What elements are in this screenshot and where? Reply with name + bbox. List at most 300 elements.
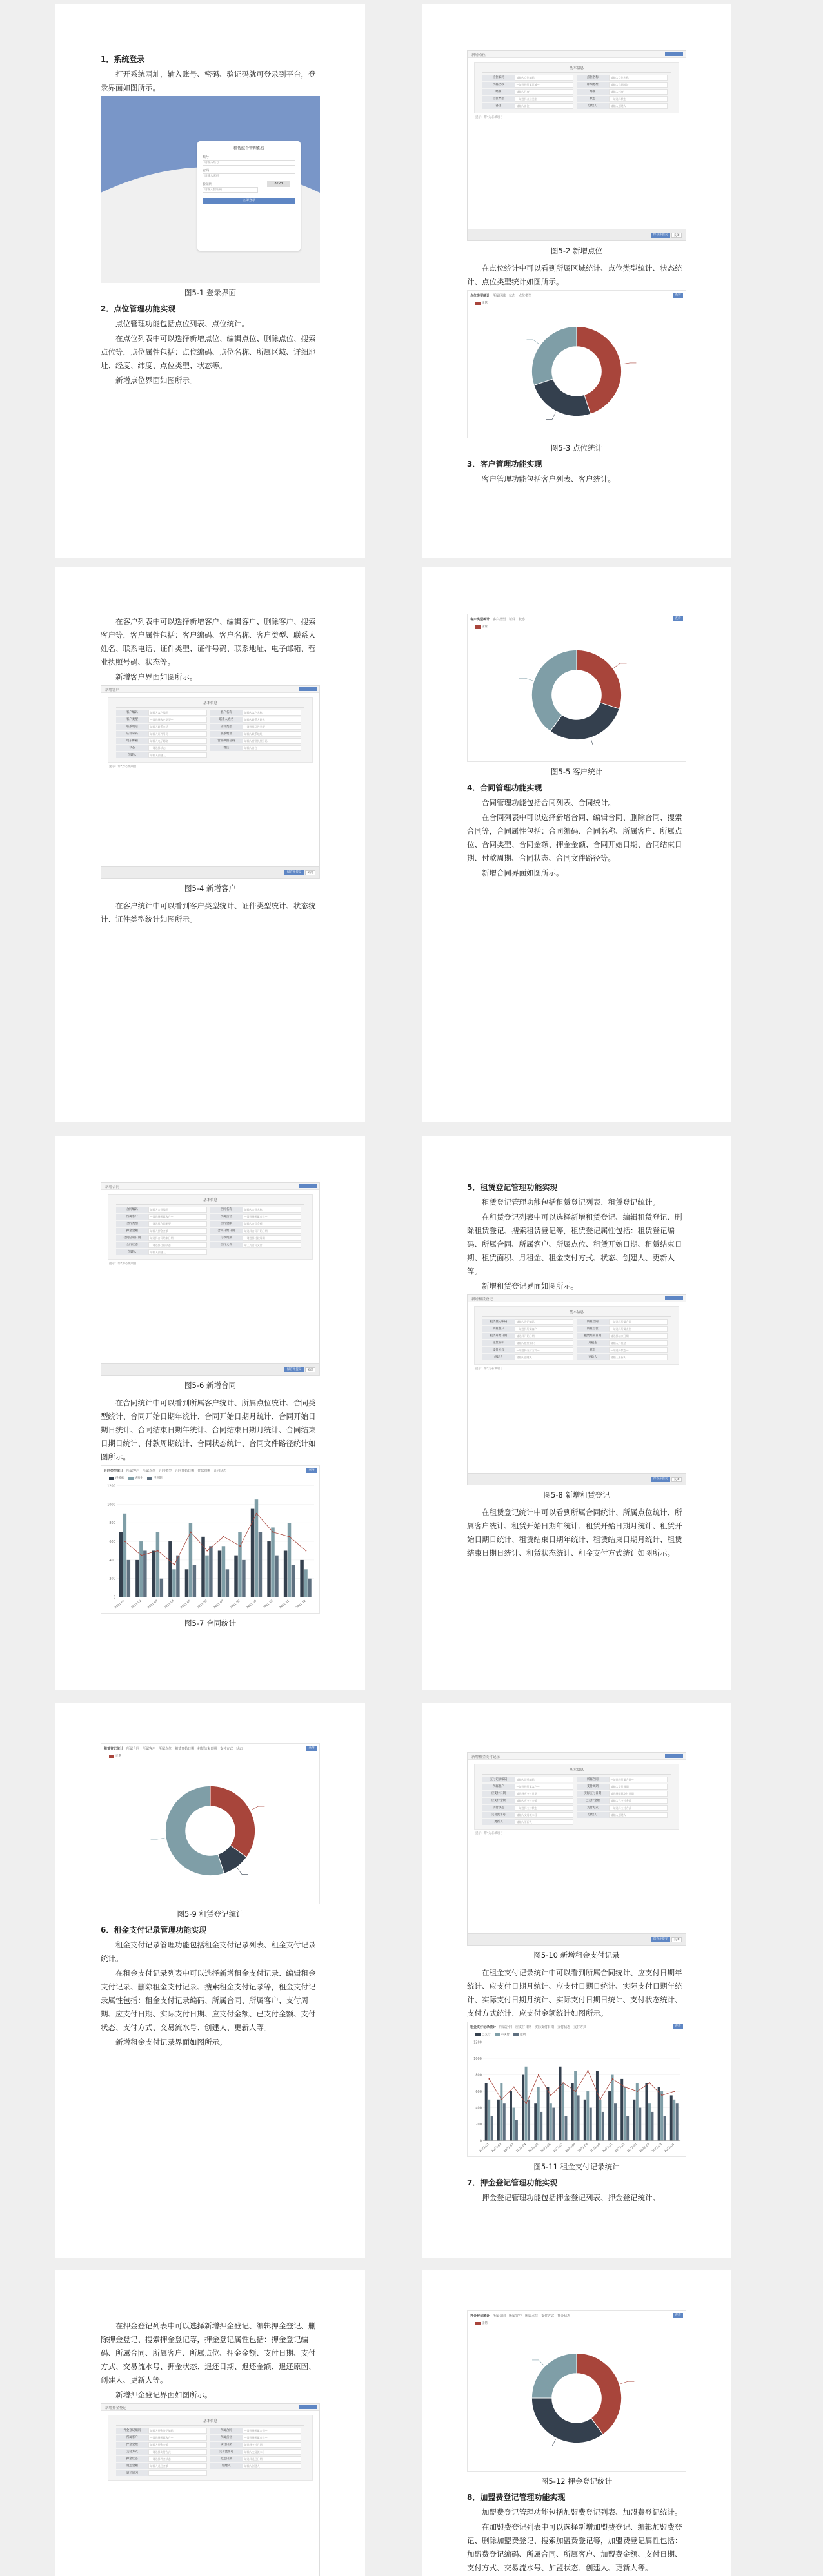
- field-input[interactable]: 请输入纬度: [609, 89, 668, 95]
- paragraph: 在点位列表中可以选择新增点位、编辑点位、删除点位、搜索点位等，点位属性包括：点位编码、点位名称、所属区域、详细地址、经度、纬度、点位类型、状态等。: [101, 334, 316, 370]
- field-input[interactable]: 请输入创建人: [148, 1249, 207, 1255]
- filter-select[interactable]: 支付方式: [220, 1746, 233, 1751]
- bar: [564, 2116, 567, 2140]
- filter-select[interactable]: 合同状态: [213, 1469, 227, 1473]
- filter-select[interactable]: 所属点位: [143, 1469, 156, 1473]
- filter-select[interactable]: 状态: [519, 617, 526, 621]
- field-input[interactable]: —请选择客户类型—: [148, 717, 207, 723]
- form-pane: [474, 62, 679, 113]
- doc-page-10: [422, 2270, 731, 2576]
- form-section-title: 基本信息: [116, 699, 304, 708]
- field-input[interactable]: 请输入经度: [515, 89, 573, 95]
- field-input[interactable]: 请选择退还日期: [243, 2456, 301, 2462]
- y-tick-label: 0: [113, 1595, 115, 1600]
- bar: [626, 2116, 629, 2140]
- legend-swatch: [109, 1755, 114, 1758]
- bar: [584, 2100, 586, 2141]
- filter-select[interactable]: 押金状态: [557, 2314, 571, 2318]
- form-cell: [210, 2456, 304, 2462]
- field-input[interactable]: 请输入详细地址: [609, 82, 668, 88]
- form-cell: [577, 1798, 671, 1804]
- form-note: 提示：带*为必填项目: [475, 1367, 503, 1371]
- window-topbar: [468, 1753, 686, 1760]
- filter-select[interactable]: 所属合同: [493, 2314, 506, 2318]
- form-cell: [482, 1777, 577, 1782]
- filter-select[interactable]: 合同开始日期: [175, 1469, 195, 1473]
- window-topbar: [101, 1183, 319, 1190]
- field-input[interactable]: 请选择应支付日期: [515, 1791, 573, 1797]
- paragraph: 新增点位界面如图所示。: [115, 376, 197, 385]
- field-input[interactable]: 请输入合同金额: [243, 1221, 301, 1227]
- query-button[interactable]: 查询: [673, 293, 683, 298]
- form-screenshot: [467, 1294, 686, 1485]
- trend-point: [526, 2103, 527, 2104]
- heading-contract-management: 4．合同管理功能实现: [467, 783, 542, 792]
- figure-caption: 图5-1 登录界面: [184, 288, 236, 297]
- field-label: 应支付日期: [482, 1791, 515, 1797]
- filter-select[interactable]: 支付状态: [557, 2025, 571, 2029]
- field-input[interactable]: 请输入联系人姓名: [243, 717, 301, 723]
- bar: [602, 2112, 604, 2141]
- bar: [550, 2103, 552, 2140]
- paragraph: 在客户统计中可以看到客户类型统计、证件类型统计、状态统计、证件类型统计如图所示。: [101, 901, 316, 924]
- save-button[interactable]: 保存并提交: [284, 870, 304, 875]
- field-input[interactable]: 请输入联系地址: [243, 731, 301, 737]
- trend-point: [637, 2091, 638, 2092]
- field-label: 支付方式: [116, 2449, 148, 2455]
- pie-chart-figure: [467, 2310, 686, 2472]
- bar: [534, 2103, 537, 2140]
- field-label: 月租金: [577, 1340, 609, 1346]
- legend-swatch: [475, 2033, 481, 2036]
- field-label: 合同开始日期: [210, 1228, 243, 1234]
- field-input[interactable]: 请输入交易流水号: [243, 2449, 301, 2455]
- field-input[interactable]: 请输入备注: [243, 745, 301, 751]
- legend-swatch: [475, 625, 481, 629]
- field-input[interactable]: 请输入更新人: [515, 1819, 573, 1825]
- window-action-button[interactable]: [665, 52, 683, 56]
- field-input[interactable]: 请输入支付周期: [609, 1784, 668, 1790]
- captcha-input[interactable]: 请输入验证码: [203, 187, 258, 193]
- trend-point: [612, 2078, 613, 2080]
- field-input[interactable]: 请选择结束日期: [609, 1333, 668, 1339]
- filter-select[interactable]: 状态: [236, 1746, 243, 1751]
- doc-page-5: [55, 1136, 365, 1690]
- doc-page-1: [55, 4, 365, 558]
- filter-select[interactable]: 所属点位: [159, 1746, 172, 1751]
- paragraph: 在合同统计中可以看到所属客户统计、所属点位统计、合同类型统计、合同开始日期年统计、合同开始日期月统计、合同开始日期日统计、合同结束日期年统计、合同结束日期月统计、合同结束日期日统计、付款周期统计、合同状态统计、合同文件路径统计如图所示。: [101, 1398, 316, 1461]
- chart-toolbar: [101, 1466, 319, 1475]
- save-button[interactable]: 保存并提交: [651, 233, 670, 238]
- field-input[interactable]: —请选择支付方式—: [515, 1347, 573, 1353]
- form-row: [482, 1777, 671, 1782]
- bar: [611, 2075, 614, 2141]
- field-input[interactable]: —请选择支付方式—: [148, 2449, 207, 2455]
- pie-label-line: [519, 678, 533, 681]
- field-input[interactable]: —请选择所属客户—: [148, 1214, 207, 1220]
- field-input[interactable]: —请选择状态—: [609, 1347, 668, 1353]
- doc-page-9: [55, 2270, 365, 2576]
- field-input[interactable]: —请选择付款周期—: [243, 1235, 301, 1241]
- field-input[interactable]: 请输入更新人: [609, 1354, 668, 1360]
- paragraph: 押金登记管理功能包括押金登记列表、押金登记统计。: [482, 2193, 660, 2202]
- field-label: 联系地址: [210, 731, 243, 737]
- field-input[interactable]: —请选择所属合同—: [243, 2428, 301, 2434]
- bar: [288, 1523, 291, 1597]
- form-section-title: 基本信息: [116, 2417, 304, 2426]
- form-pane: [108, 1194, 313, 1260]
- form-cell: [577, 1812, 671, 1818]
- pie-label-line: [252, 1806, 265, 1810]
- field-input[interactable]: 请输入退还金额: [148, 2463, 207, 2469]
- trend-line: [125, 1514, 306, 1565]
- field-input[interactable]: 请输入押金登记编码: [148, 2428, 207, 2434]
- form-row: [116, 2456, 304, 2462]
- pie-chart-figure: [467, 614, 686, 762]
- form-cell: [116, 752, 210, 758]
- form-cell: [116, 1221, 210, 1227]
- bar: [304, 1569, 307, 1597]
- field-label: 电子邮箱: [116, 738, 148, 744]
- figure-caption: 图5-2 新增点位: [551, 246, 602, 255]
- bar: [515, 2120, 518, 2141]
- legend-label: 逾期: [520, 2033, 526, 2036]
- field-label: 更新人: [482, 1819, 515, 1825]
- field-input[interactable]: —请选择所属客户—: [515, 1326, 573, 1332]
- form-cell: [210, 710, 304, 716]
- save-button[interactable]: 保存并提交: [651, 1477, 670, 1482]
- field-input[interactable]: 请输入点位名称: [609, 75, 668, 81]
- close-button[interactable]: 关闭: [305, 870, 315, 875]
- pie-chart-figure: [101, 1743, 320, 1904]
- field-input[interactable]: [148, 2470, 207, 2476]
- form-cell: [482, 82, 577, 88]
- form-row: [482, 75, 671, 81]
- x-tick-label: 2021-05: [528, 2143, 540, 2154]
- field-input[interactable]: —请选择状态—: [609, 96, 668, 102]
- y-tick-label: 800: [475, 2073, 482, 2078]
- field-label: 所属客户: [116, 2435, 148, 2441]
- field-label: 状态: [577, 1347, 609, 1353]
- filter-select[interactable]: 所属客户: [143, 1746, 156, 1751]
- form-cell: [577, 1333, 671, 1339]
- x-tick-label: 2021-04: [515, 2143, 528, 2154]
- field-input[interactable]: —请选择点位类型—: [515, 96, 573, 102]
- field-input[interactable]: —请选择所属区域—: [515, 82, 573, 88]
- field-input[interactable]: 请输入证件号码: [148, 731, 207, 737]
- form-cell: [210, 752, 304, 758]
- field-input[interactable]: —请选择所属点位—: [243, 1214, 301, 1220]
- field-label: 证件类型: [210, 724, 243, 730]
- trend-point: [272, 1532, 273, 1533]
- paragraph: 加盟费登记管理功能包括加盟费登记列表、加盟费登记统计。: [482, 2508, 682, 2517]
- field-input[interactable]: 请输入应支付金额: [515, 1798, 573, 1804]
- bar: [510, 2091, 512, 2141]
- login-title: 租赁综合管理系统: [233, 146, 264, 151]
- login-button[interactable]: 立即登录: [203, 198, 295, 204]
- bar: [267, 1541, 270, 1597]
- bar: [218, 1550, 221, 1597]
- save-button[interactable]: 保存并提交: [651, 1937, 670, 1942]
- query-button[interactable]: 查询: [306, 1746, 317, 1751]
- chart-toolbar: [468, 2311, 686, 2320]
- close-button[interactable]: 关闭: [671, 233, 682, 238]
- pie-label-line: [546, 2439, 555, 2446]
- form-cell: [116, 2449, 210, 2455]
- field-input[interactable]: 请输入创建人: [609, 1812, 668, 1818]
- window-action-button[interactable]: [299, 2405, 317, 2409]
- trend-point: [538, 2074, 539, 2076]
- form-row: [116, 717, 304, 723]
- field-input[interactable]: 请输入租赁面积: [515, 1340, 573, 1346]
- window-action-button[interactable]: [665, 1296, 683, 1300]
- field-input[interactable]: 请输入创建人: [609, 103, 668, 109]
- window-action-button[interactable]: [665, 1754, 683, 1758]
- field-input[interactable]: 请输入记录编码: [515, 1777, 573, 1782]
- window-title: 新增合同: [105, 1186, 120, 1189]
- close-button[interactable]: 关闭: [305, 1367, 315, 1372]
- chart-legend: [468, 623, 686, 630]
- form-row: [116, 1235, 304, 1241]
- field-input[interactable]: 请输入备注: [515, 103, 573, 109]
- field-input[interactable]: 请输入点位编码: [515, 75, 573, 81]
- filter-select[interactable]: 所属客户: [509, 2314, 522, 2318]
- form-cell: [482, 1784, 577, 1790]
- field-label: 实际支付日期: [577, 1791, 609, 1797]
- bar: [143, 1550, 146, 1597]
- bar: [599, 2100, 601, 2141]
- paragraph: 客户管理功能包括客户列表、客户统计。: [482, 474, 615, 483]
- field-input[interactable]: 请输入已支付金额: [609, 1798, 668, 1804]
- field-label: 经度: [482, 89, 515, 95]
- field-input[interactable]: —请选择所属客户—: [148, 2435, 207, 2441]
- bar: [639, 2108, 641, 2141]
- paragraph: 在合同列表中可以选择新增合同、编辑合同、删除合同、搜索合同等，合同属性包括：合同编码、合同名称、所属客户、所属点位、合同类型、合同金额、押金金额、合同开始日期、合同结束日期、付款周期、合同状态、合同文件路径等。: [467, 813, 682, 863]
- field-input[interactable]: 请输入合同名称: [243, 1207, 301, 1213]
- field-input[interactable]: —请选择所属点位—: [609, 1326, 668, 1332]
- field-input[interactable]: 请输入押金金额: [148, 2442, 207, 2448]
- field-input[interactable]: 请输入月租金: [609, 1340, 668, 1346]
- paragraph: 在点位统计中可以看到所属区域统计、点位类型统计、状态统计、点位类型统计如图所示。: [467, 264, 682, 286]
- form-cell: [116, 738, 210, 744]
- field-label: 支付方式: [482, 1347, 515, 1353]
- filter-select[interactable]: 所属区域: [493, 293, 506, 298]
- captcha-image[interactable]: 8Z23: [267, 181, 290, 187]
- field-input[interactable]: —请选择所属客户—: [515, 1784, 573, 1790]
- form-row: [482, 1340, 671, 1346]
- bar: [193, 1565, 196, 1597]
- chart-legend: [468, 2320, 686, 2327]
- field-label: 证件号码: [116, 731, 148, 737]
- field-input[interactable]: —请选择所属点位—: [243, 2435, 301, 2441]
- field-input[interactable]: 请选择合同开始日期: [243, 1228, 301, 1234]
- field-input[interactable]: —请选择所属合同—: [609, 1319, 668, 1325]
- field-input[interactable]: 请输入登记编码: [515, 1319, 573, 1325]
- form-cell: [210, 731, 304, 737]
- field-input[interactable]: 请上传合同文件: [243, 1242, 301, 1248]
- filter-select[interactable]: 所属客户: [126, 1469, 140, 1473]
- bar: [222, 1546, 225, 1597]
- chart-title: 合同类型统计: [104, 1469, 124, 1473]
- form-row: [116, 738, 304, 744]
- filter-select[interactable]: 支付方式: [541, 2314, 555, 2318]
- trend-point: [124, 1541, 126, 1542]
- bar: [500, 2083, 502, 2140]
- field-input[interactable]: 请输入营业执照号码: [243, 738, 301, 744]
- form-cell: [577, 1326, 671, 1332]
- field-label: 合同编码: [116, 1207, 148, 1213]
- form-cell: [482, 1340, 577, 1346]
- x-tick-label: 2022-01: [626, 2143, 639, 2154]
- paragraph: 在租赁登记列表中可以选择新增租赁登记、编辑租赁登记、删除租赁登记、搜索租赁登记等，租赁登记属性包括：租赁登记编码、所属合同、所属客户、所属点位、租赁开始日期、租赁结束日期、租赁面积、月租金、租金支付方式、状态、创建人、更新人等。: [467, 1213, 682, 1276]
- pie-slice: [531, 326, 577, 385]
- heading-point-management: 2．点位管理功能实现: [101, 304, 176, 313]
- form-screenshot: [101, 685, 320, 879]
- bar: [586, 2091, 589, 2141]
- y-tick-label: 400: [109, 1558, 115, 1563]
- pie-slice: [531, 2398, 602, 2443]
- form-row: [482, 96, 671, 102]
- filter-select[interactable]: 付款周期: [197, 1469, 211, 1473]
- pie-slice: [550, 703, 619, 740]
- field-input[interactable]: —请选择状态—: [148, 745, 207, 751]
- field-input[interactable]: 请输入创建人: [148, 752, 207, 758]
- field-input[interactable]: 请输入创建人: [243, 2463, 301, 2469]
- close-button[interactable]: 关闭: [671, 1937, 682, 1942]
- trend-point: [289, 1536, 290, 1537]
- filter-select[interactable]: 租赁结束日期: [197, 1746, 217, 1751]
- query-button[interactable]: 查询: [673, 2313, 683, 2318]
- field-input[interactable]: —请选择合同状态—: [148, 1242, 207, 1248]
- bar: [488, 2100, 490, 2141]
- window-action-button[interactable]: [299, 687, 317, 691]
- filter-select[interactable]: 状态: [509, 293, 516, 298]
- paragraph: 新增客户界面如图所示。: [115, 672, 197, 681]
- figure-caption: 图5-6 新增合同: [184, 1381, 236, 1390]
- form-cell: [577, 1819, 671, 1825]
- form-cell: [210, 1242, 304, 1248]
- field-input[interactable]: 请选择支付日期: [243, 2442, 301, 2448]
- captcha-label: 验证码: [203, 182, 213, 186]
- x-tick-label: 2021-12: [295, 1599, 307, 1610]
- field-label: 所属客户: [482, 1326, 515, 1332]
- field-input[interactable]: —请选择证件类型—: [243, 724, 301, 730]
- field-label: 备注: [210, 745, 243, 751]
- doc-page-2: [422, 4, 731, 558]
- field-input[interactable]: 请输入客户编码: [148, 710, 207, 716]
- login-box: [197, 141, 301, 251]
- x-tick-label: 2021-06: [540, 2143, 552, 2154]
- filter-select[interactable]: 租赁开始日期: [175, 1746, 195, 1751]
- password-input[interactable]: 请输入密码: [203, 173, 295, 179]
- bar: [160, 1579, 163, 1597]
- username-input[interactable]: 请输入账号: [203, 160, 295, 166]
- form-row: [482, 1333, 671, 1339]
- form-row: [116, 724, 304, 730]
- filter-select[interactable]: 所属点位: [525, 2314, 539, 2318]
- field-input[interactable]: —请选择所属合同—: [609, 1777, 668, 1782]
- filter-select[interactable]: 点位类型: [519, 293, 532, 298]
- query-button[interactable]: 查询: [673, 2024, 683, 2029]
- filter-select[interactable]: 所属合同: [126, 1746, 140, 1751]
- bar: [185, 1569, 188, 1597]
- bar: [168, 1541, 172, 1597]
- field-label: 租赁结束日期: [577, 1333, 609, 1339]
- field-input[interactable]: —请选择支付方式—: [609, 1805, 668, 1811]
- bar: [571, 2083, 574, 2140]
- pie-chart-figure: [467, 290, 686, 438]
- filter-select[interactable]: 支付方式: [573, 2025, 587, 2029]
- figure-caption: 图5-3 点位统计: [551, 444, 602, 453]
- filter-select[interactable]: 所属合同: [499, 2025, 513, 2029]
- query-button[interactable]: 查询: [673, 616, 683, 621]
- trend-point: [513, 2087, 515, 2088]
- filter-select[interactable]: 应支付日期: [515, 2025, 532, 2029]
- legend-swatch: [109, 1477, 114, 1480]
- field-label: 所属合同: [210, 2428, 243, 2434]
- form-cell: [482, 1805, 577, 1811]
- y-tick-label: 1200: [107, 1484, 115, 1488]
- pie-label-line: [546, 413, 555, 420]
- figure-caption: 图5-10 新增租金支付记录: [533, 1951, 620, 1960]
- field-label: 合同文件: [210, 1242, 243, 1248]
- window-action-button[interactable]: [299, 1184, 317, 1188]
- form-row: [482, 1347, 671, 1353]
- close-button[interactable]: 关闭: [671, 1477, 682, 1482]
- doc-page-3: [55, 567, 365, 1122]
- query-button[interactable]: 查询: [306, 1468, 317, 1473]
- field-input[interactable]: 请输入客户名称: [243, 710, 301, 716]
- form-cell: [482, 1347, 577, 1353]
- bar: [660, 2091, 663, 2141]
- field-input[interactable]: 请输入创建人: [515, 1354, 573, 1360]
- field-input[interactable]: 请输入电子邮箱: [148, 738, 207, 744]
- field-input[interactable]: 请输入交易流水号: [515, 1812, 573, 1818]
- chart-canvas: [468, 2327, 686, 2470]
- field-input[interactable]: —请选择支付状态—: [515, 1805, 573, 1811]
- form-pane: [474, 1306, 679, 1365]
- x-tick-label: 2021-07: [213, 1599, 224, 1610]
- field-label: 创建人: [210, 2463, 243, 2469]
- save-button[interactable]: 保存并提交: [284, 1367, 304, 1372]
- bar: [673, 2100, 675, 2141]
- field-input[interactable]: 请选择合同结束日期: [148, 1235, 207, 1241]
- form-cell: [210, 1214, 304, 1220]
- bar: [562, 2083, 564, 2140]
- form-section-title: 基本信息: [482, 64, 671, 73]
- trend-point: [157, 1550, 159, 1551]
- paragraph: 点位管理功能包括点位列表、点位统计。: [115, 319, 249, 328]
- field-input[interactable]: 请输入押金金额: [148, 1228, 207, 1234]
- legend-label: 正常: [482, 625, 488, 629]
- bar: [596, 2071, 599, 2140]
- field-input[interactable]: 请输入合同编码: [148, 1207, 207, 1213]
- field-input[interactable]: —请选择押金状态—: [148, 2456, 207, 2462]
- field-input[interactable]: 请输入联系电话: [148, 724, 207, 730]
- bar: [172, 1569, 175, 1597]
- filter-select[interactable]: 实际支付日期: [535, 2025, 555, 2029]
- field-input[interactable]: —请选择合同类型—: [148, 1221, 207, 1227]
- paragraph: 在加盟费登记列表中可以选择新增加盟费登记、编辑加盟费登记、删除加盟费登记、搜索加盟费登记等，加盟费登记属性包括：加盟费登记编码、所属合同、所属客户、加盟费金额、支付日期、支付方式、交易流水号、加盟状态、创建人、更新人等。: [467, 2522, 682, 2572]
- bar: [189, 1523, 192, 1597]
- filter-select[interactable]: 客户类型: [493, 617, 506, 621]
- field-label: 创建人: [577, 103, 609, 109]
- field-input[interactable]: 请选择开始日期: [515, 1333, 573, 1339]
- filter-select[interactable]: 合同类型: [159, 1469, 172, 1473]
- bar: [485, 2083, 488, 2140]
- filter-select[interactable]: 证件: [509, 617, 516, 621]
- field-input[interactable]: 请选择实际支付日期: [609, 1791, 668, 1797]
